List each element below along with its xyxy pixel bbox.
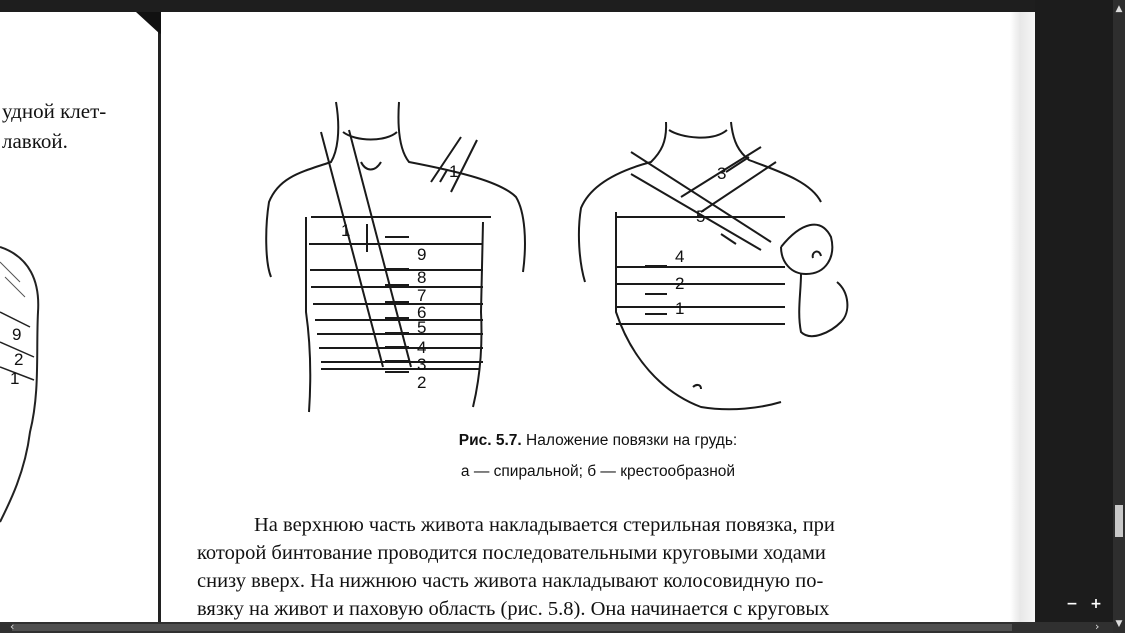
fig-a-turn-5: 5 — [417, 318, 427, 337]
right-page — [161, 12, 1035, 622]
left-page — [0, 12, 158, 622]
figure-5-7 — [161, 12, 1035, 442]
left-figure-fragment — [0, 12, 158, 622]
scroll-up-arrow-icon[interactable]: ▲ — [1115, 4, 1123, 14]
fig-a-turn-2: 2 — [417, 373, 427, 392]
scroll-down-arrow-icon[interactable]: ▼ — [1115, 619, 1123, 629]
viewer-background — [1035, 0, 1113, 633]
figure-caption-title: Наложение повязки на грудь: — [526, 432, 738, 449]
left-text-line-2: лавкой. — [2, 129, 68, 153]
left-fig-num-9: 9 — [12, 325, 22, 344]
body-line-1: На верхнюю часть живота накладывается стерильная повязка, при — [254, 514, 835, 536]
fig-b-cross-5: 5 — [696, 207, 706, 226]
fig-a-turn-6: 6 — [417, 303, 427, 322]
fig-a-label-diag: 1 — [341, 221, 351, 240]
left-fig-num-1: 1 — [10, 369, 20, 388]
body-line-2: которой бинтование проводится последовательными круговыми ходами — [197, 542, 826, 564]
scroll-right-arrow-icon[interactable]: › — [1095, 620, 1100, 633]
body-line-4: вязку на живот и паховую область (рис. 5.8). Она начинается с круговых — [197, 598, 830, 620]
vertical-scroll-thumb[interactable] — [1115, 505, 1123, 537]
vertical-scrollbar[interactable] — [1113, 0, 1125, 633]
left-text-line-1: удной клет- — [2, 99, 107, 123]
scroll-left-arrow-icon[interactable]: ‹ — [10, 620, 15, 633]
fig-b-cross-3: 3 — [717, 164, 727, 183]
zoom-out-button[interactable]: − — [1066, 596, 1078, 612]
fig-a-turn-3: 3 — [417, 355, 427, 374]
fig-a-turn-7: 7 — [417, 286, 427, 305]
fig-b-turn-2: 2 — [675, 274, 685, 293]
fig-a-turn-4: 4 — [417, 338, 427, 357]
body-line-3: снизу вверх. На нижнюю часть живота накладывают колосовидную по- — [197, 570, 824, 592]
zoom-in-button[interactable]: + — [1090, 596, 1102, 612]
fig-a-label-shoulder: 1 — [449, 162, 459, 181]
page-edge-shadow — [1010, 12, 1035, 622]
figure-caption-line-1 — [161, 432, 1035, 450]
figure-caption-prefix: Рис. 5.7. — [458, 432, 522, 449]
figure-caption-line-2: а — спиральной; б — крестообразной — [460, 463, 736, 480]
fig-b-turn-1: 1 — [675, 299, 685, 318]
fig-a-turn-9: 9 — [417, 245, 427, 264]
horizontal-scroll-thumb[interactable] — [12, 624, 1012, 631]
left-fig-num-2: 2 — [14, 350, 24, 369]
fig-b-turn-4: 4 — [675, 247, 685, 266]
viewer-top-bar — [0, 0, 1125, 12]
horizontal-scrollbar[interactable] — [0, 622, 1113, 633]
fig-a-turn-8: 8 — [417, 268, 427, 287]
